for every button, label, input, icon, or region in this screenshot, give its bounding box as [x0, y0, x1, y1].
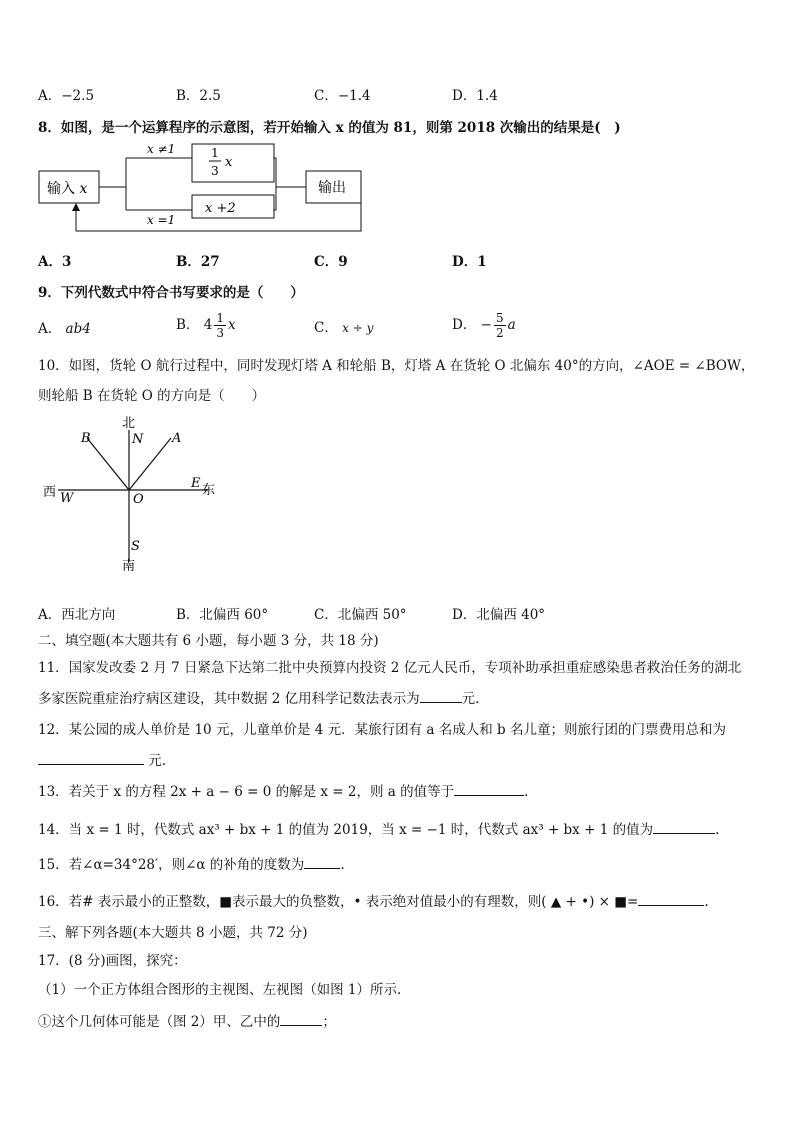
- q8-option-c: C．9: [314, 254, 348, 270]
- cond-bottom-label: x =1: [147, 213, 176, 227]
- S-label: S: [131, 539, 140, 554]
- south-label: 南: [122, 559, 136, 574]
- q17-answer-blank: [280, 1013, 322, 1026]
- q9-stem: 9．下列代数式中符合书写要求的是（ ）: [38, 285, 304, 301]
- q7-options: [38, 84, 758, 102]
- q9-option-a: A． ab4: [38, 321, 91, 337]
- A-label: A: [172, 431, 182, 446]
- q11-line2: 多家医院重症治疗病区建设，其中数据 2 亿用科学记数法表示为 元.: [38, 691, 480, 707]
- q10-stem-line2: 则轮船 B 在货轮 O 的方向是（ ）: [38, 388, 266, 404]
- q10-stem-line1: 10．如图，货轮 O 航行过程中，同时发现灯塔 A 和轮船 B，灯塔 A 在货轮 O 北偏东 40°的方向，∠AOE = ∠BOW，: [38, 358, 755, 374]
- q7-option-d: D．1.4: [452, 88, 498, 104]
- q9-option-d: D． − $\frac{5}{2}$ a: [452, 311, 516, 340]
- q12-line2: 元.: [38, 749, 166, 769]
- divide-box: [192, 144, 274, 182]
- q16-answer-blank: [638, 893, 704, 906]
- q10-option-b: B．北偏西 60°: [176, 607, 269, 623]
- q11-line1: 11．国家发改委 2 月 7 日紧急下达第二批中央预算内投资 2 亿元人民币，专项补助承担重症感染患者救治任务的湖北: [38, 660, 742, 676]
- q17-title: 17．(8 分)画图，探究：: [38, 953, 187, 969]
- frac-num: 1: [211, 146, 219, 160]
- q13-answer-blank: [454, 783, 524, 796]
- frac-den: 3: [211, 164, 219, 178]
- q17-sub1: （1）一个正方体组合图形的主视图、左视图（如图 1）所示.: [38, 982, 402, 998]
- W-label: W: [60, 491, 74, 506]
- q16: 16．若# 表示最小的正整数，■表示最大的负整数，• 表示绝对值最小的有理数，则( ▲ + •) × ■= .: [38, 894, 709, 910]
- cond-top-label: x ≠1: [147, 142, 176, 156]
- arrow-head-icon: [72, 203, 80, 211]
- B-label: B: [81, 431, 91, 446]
- frac-x: x: [225, 155, 233, 170]
- q14-answer-blank: [653, 821, 715, 834]
- q7-option-b: B．2.5: [176, 88, 221, 104]
- q15: 15．若∠α=34°28′，则∠α 的补角的度数为 .: [38, 857, 345, 873]
- N-label: N: [132, 432, 144, 447]
- q8-stem: 8．如图，是一个运算程序的示意图，若开始输入 x 的值为 81，则第 2018 次输出的结果是( ): [38, 120, 621, 136]
- q13: 13．若关于 x 的方程 2x + a − 6 = 0 的解是 x = 2，则 a 的值等于 .: [38, 784, 529, 800]
- q9-options: [38, 312, 758, 344]
- plus-two-label: x +2: [205, 201, 236, 216]
- west-label: 西: [43, 485, 57, 500]
- q10-option-a: A．西北方向: [38, 607, 116, 623]
- section-3-heading: 三、解下列各题(本大题共 8 小题，共 72 分): [38, 925, 308, 941]
- q14: 14．当 x = 1 时，代数式 ax³ + bx + 1 的值为 2019，当 x = −1 时，代数式 ax³ + bx + 1 的值为 .: [38, 822, 720, 838]
- q11-answer-blank: [420, 690, 462, 703]
- section-2-heading: 二、填空题(本大题共有 6 小题，每小题 3 分，共 18 分): [38, 633, 379, 649]
- E-label: E: [191, 476, 201, 491]
- q8-options: [38, 250, 758, 268]
- q7-option-c: C．−1.4: [314, 88, 371, 104]
- output-label: 输出: [318, 180, 346, 196]
- q8-option-b: B．27: [176, 254, 220, 270]
- q12-line1: 12．某公园的成人单价是 10 元，儿童单价是 4 元．某旅行团有 a 名成人和 b 名儿童；则旅行团的门票费用总和为: [38, 722, 726, 738]
- q10-compass-diagram: [38, 412, 228, 578]
- q10-options: [38, 603, 758, 621]
- q7-option-a: A．−2.5: [38, 88, 95, 104]
- east-label: 东: [202, 483, 216, 498]
- q15-answer-blank: [304, 856, 340, 869]
- q17-sub2: ①这个几何体可能是（图 2）甲、乙中的 ；: [38, 1014, 336, 1030]
- q8-option-d: D．1: [452, 254, 487, 270]
- input-label: 输入 x: [47, 181, 88, 197]
- O-label: O: [133, 492, 144, 507]
- north-label: 北: [122, 416, 136, 431]
- q9-option-b: B． 4 $\frac{1}{3}$ x: [176, 311, 236, 340]
- q10-option-c: C．北偏西 50°: [314, 607, 407, 623]
- q9-option-c: C． x ÷ y: [314, 320, 374, 336]
- q8-option-a: A．3: [38, 254, 72, 270]
- q8-flowchart: [36, 138, 376, 242]
- q12-answer-blank: [38, 752, 144, 765]
- q10-option-d: D．北偏西 40°: [452, 607, 546, 623]
